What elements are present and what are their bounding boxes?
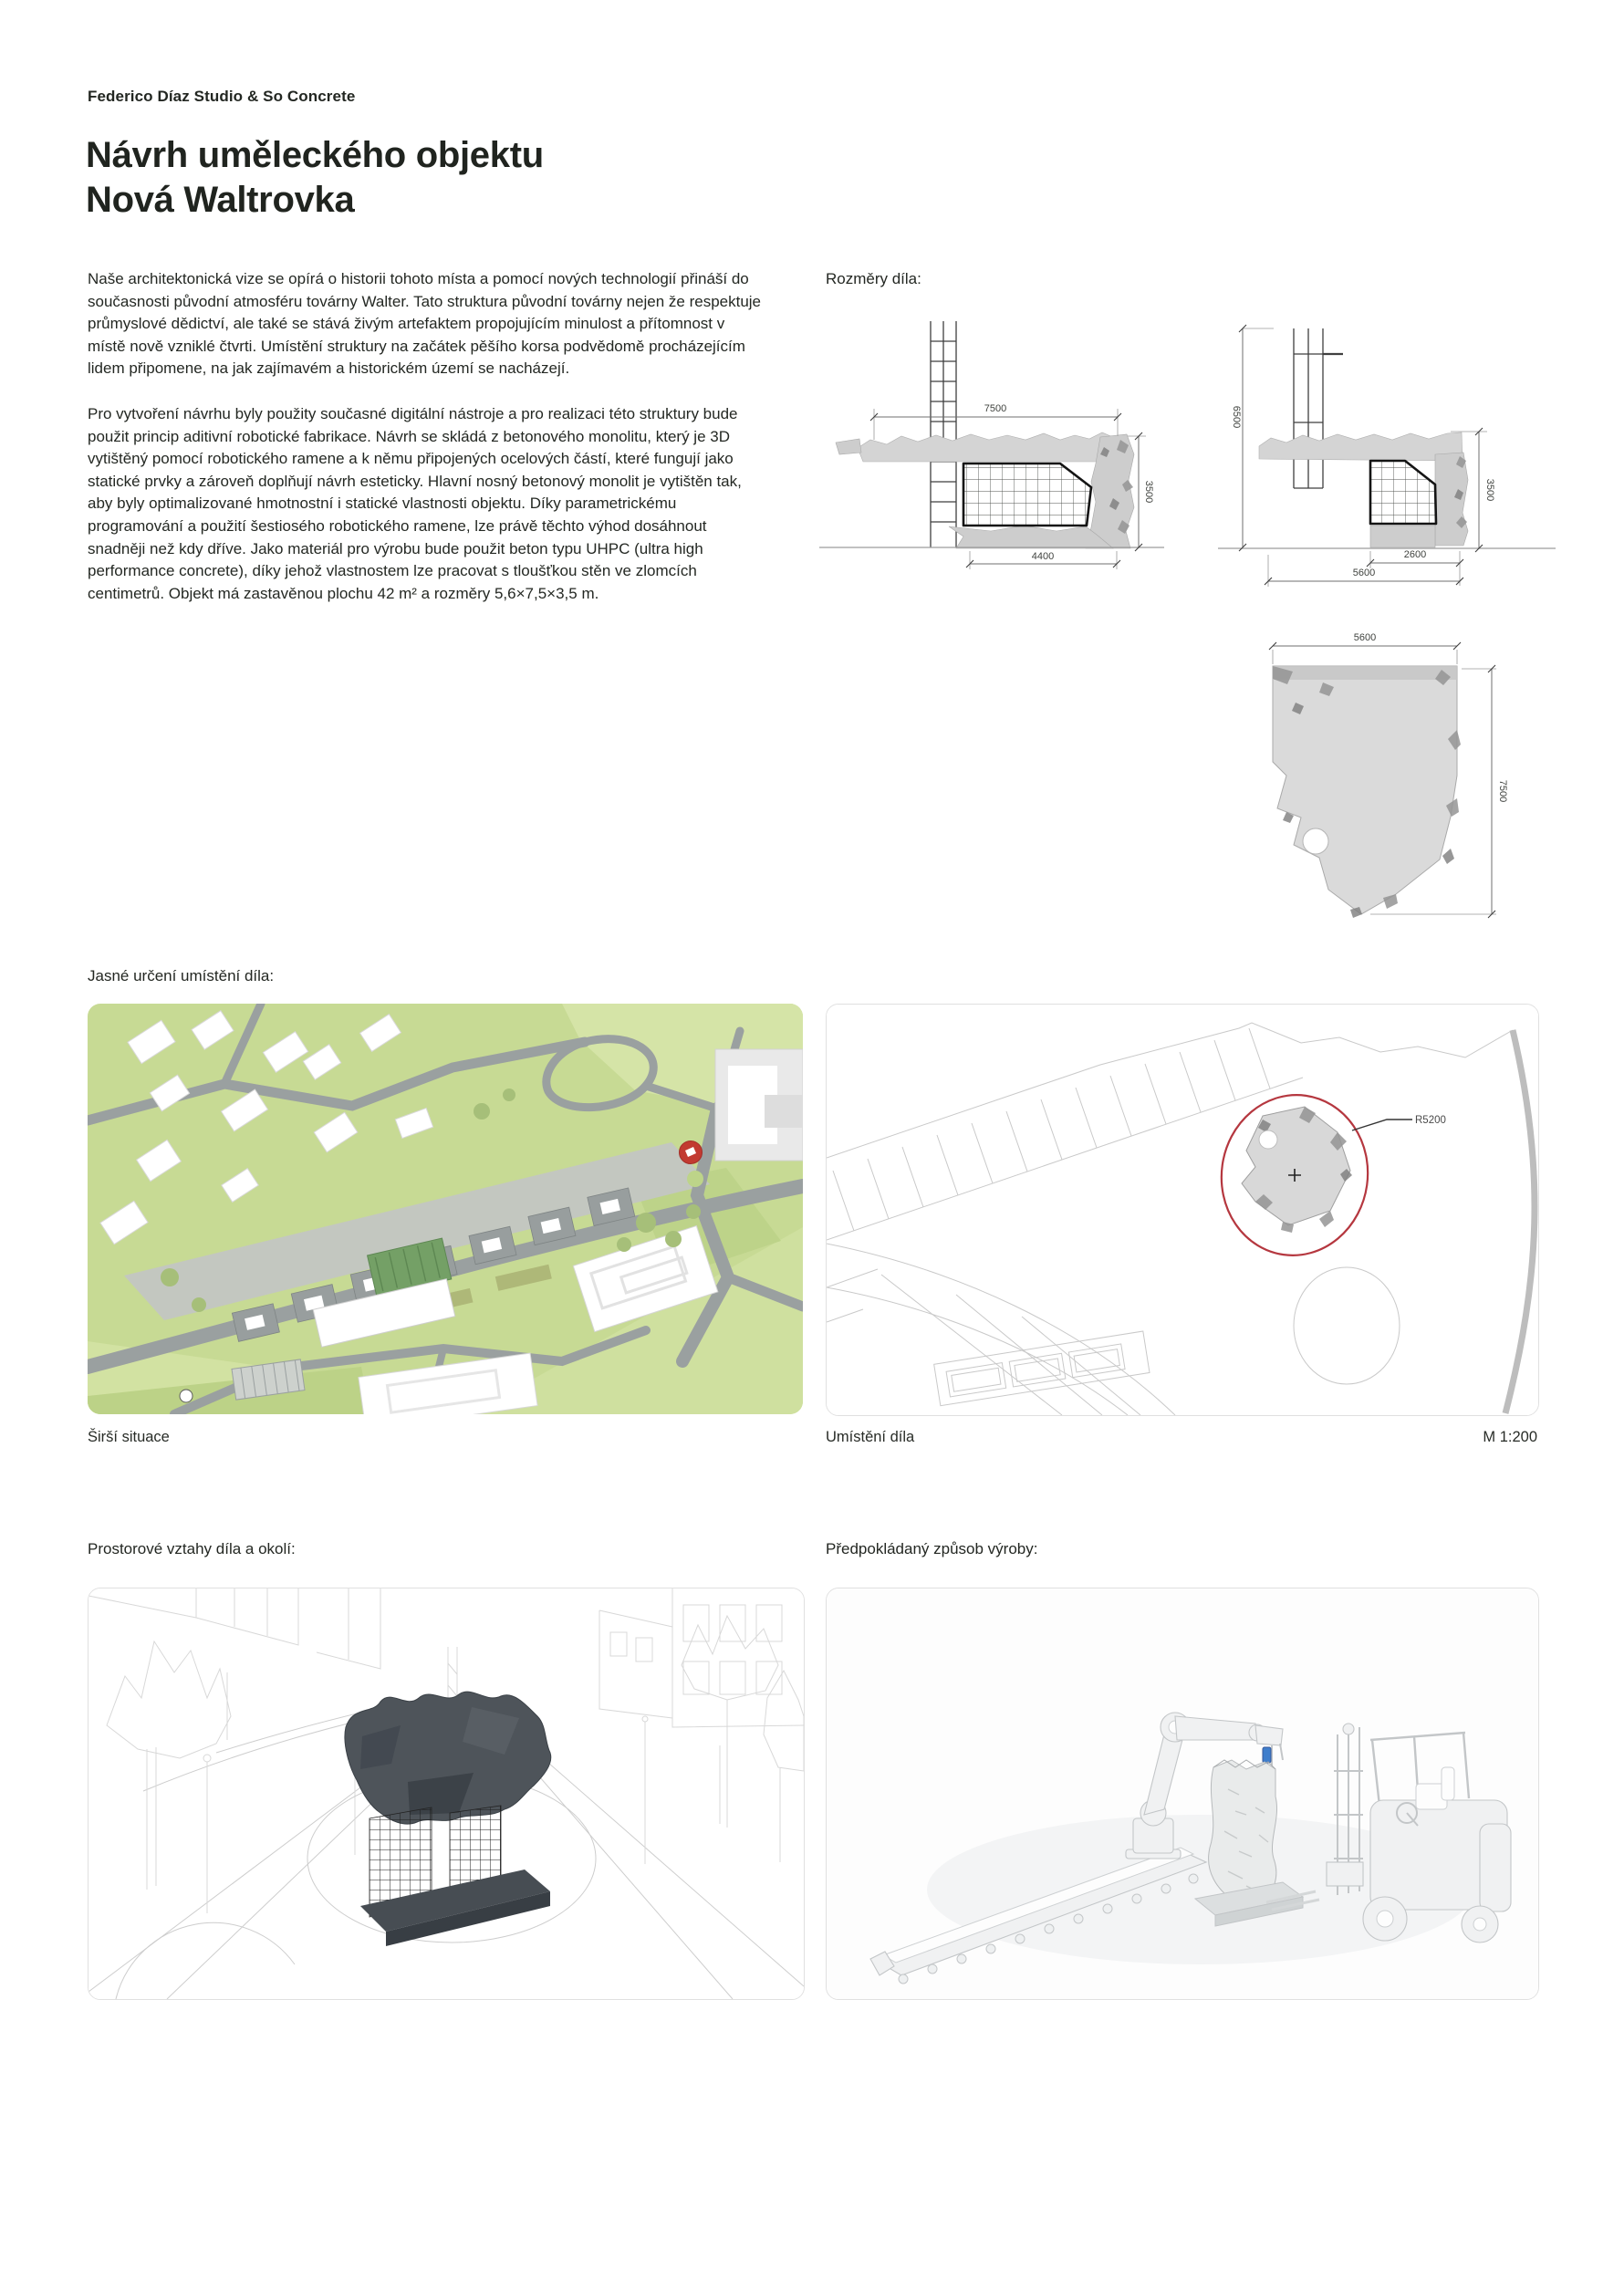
- section-label-spatial: Prostorové vztahy díla a okolí:: [88, 1540, 296, 1557]
- dimension-5600-plan: [1269, 632, 1461, 664]
- page-title-line2: Nová Waltrovka: [86, 180, 355, 220]
- site-marker-icon: [680, 1141, 703, 1164]
- section-label-location: Jasné určení umístění díla:: [88, 967, 275, 984]
- dim-label: 3500: [1484, 478, 1495, 502]
- dim-label: 4400: [1031, 551, 1055, 562]
- radius-label: R5200: [1415, 1115, 1446, 1126]
- location-plan-image: [826, 1004, 1539, 1416]
- plan-circle-detail: [1303, 828, 1328, 854]
- caption-wider-situation: Širší situace: [88, 1429, 170, 1445]
- slab-plan: [1273, 666, 1457, 914]
- location-plan-drawing: [827, 1005, 1538, 1415]
- dim-label: 2600: [1403, 549, 1427, 560]
- concrete-slab: [858, 432, 1126, 462]
- dimension-5600-b: [1265, 555, 1463, 587]
- dim-label: 5600: [1352, 568, 1376, 578]
- concrete-pedestal: [1370, 526, 1435, 547]
- elevation-b: [1218, 325, 1556, 587]
- production-method-image: [826, 1588, 1539, 2000]
- section-label-dimensions: Rozměry díla:: [826, 270, 921, 287]
- dim-label: 6500: [1231, 405, 1242, 429]
- caption-scale: M 1:200: [1483, 1429, 1537, 1445]
- lawn-dot: [687, 1171, 703, 1187]
- dimension-6500: [1231, 325, 1274, 551]
- printed-monolith: [1370, 461, 1436, 524]
- dim-label: 7500: [1497, 779, 1508, 803]
- steel-column-icon: [1294, 328, 1343, 488]
- site-map-drawing: [88, 1004, 803, 1414]
- dimension-2600: [1367, 549, 1463, 586]
- production-render-drawing: [827, 1588, 1538, 1999]
- dim-label: 3500: [1143, 480, 1154, 504]
- page-title-line1: Návrh uměleckého objektu: [86, 135, 544, 175]
- concrete-slab-stub: [836, 439, 861, 454]
- page-title: [86, 133, 544, 223]
- printed-monolith: [963, 463, 1091, 526]
- steel-column-icon: [931, 321, 956, 547]
- technical-dimension-drawings: [812, 301, 1560, 949]
- elevation-a: [819, 321, 1164, 569]
- spatial-relations-image: [88, 1588, 805, 2000]
- print-nozzle-blue: [1263, 1747, 1271, 1763]
- map-point: [180, 1390, 193, 1402]
- dimension-4400: [966, 551, 1120, 569]
- plan-view: [1269, 632, 1508, 918]
- street-perspective-drawing: [88, 1588, 804, 1999]
- caption-placement: Umístění díla: [826, 1429, 915, 1445]
- site-map-image: [88, 1004, 803, 1414]
- dim-label: 7500: [984, 403, 1007, 414]
- intro-paragraph-2: Pro vytvoření návrhu byly použity současné digitální nástroje a pro realizaci této struktury bude použit princip aditivní robotické fabrikace. Návrh se skládá z betonového monolitu, který je 3D vytištěný pomocí robotického ramene a k němu připojených ocelových částí, které fungují jako statické prvky a zároveň doplňují návrh esteticky. Hlavní nosný betonový monolit je vytištěn tak, aby byly optimalizované hmotnostní i statické vlastnosti objektu. Díky parametrickému programování a použití šestiosého robotického ramene, lze právě těchto výhod dosáhnout snadněji než kdy dříve. Jako materiál pro výrobu bude použit beton typu UHPC (ultra high performance concrete), díky jehož vlastnostem lze pracovat s tloušťkou stěn ve zlomcích centimetrů. Objekt má zastavěnou plochu 42 m² a rozměry 5,6×7,5×3,5 m.: [88, 404, 742, 602]
- studio-name: Federico Díaz Studio & So Concrete: [88, 88, 356, 105]
- dimension-7500: [870, 403, 1121, 440]
- section-label-production: Předpokládaný způsob výroby:: [826, 1540, 1038, 1557]
- concrete-bottom-mass: [949, 526, 1113, 548]
- intro-paragraph-1: Naše architektonická vize se opírá o historii tohoto místa a pomocí nových technologií přináší do současnosti původní atmosféru továrny Walter. Tato struktura původní továrny nejen že respektuje průmyslové dědictví, ale také se stává živým artefaktem propojujícím minulost a přítomnost v místě nově vzniklé čtvrti. Umístění struktury na začátek pěšího korsa podvědomě procházejícím lidem připomene, na jak zajímavém a historickém území se nacházejí.: [88, 270, 762, 378]
- intro-text: [88, 268, 765, 628]
- dim-label: 5600: [1353, 632, 1377, 643]
- concrete-slab: [1259, 432, 1463, 461]
- slab-top-band: [1273, 666, 1457, 680]
